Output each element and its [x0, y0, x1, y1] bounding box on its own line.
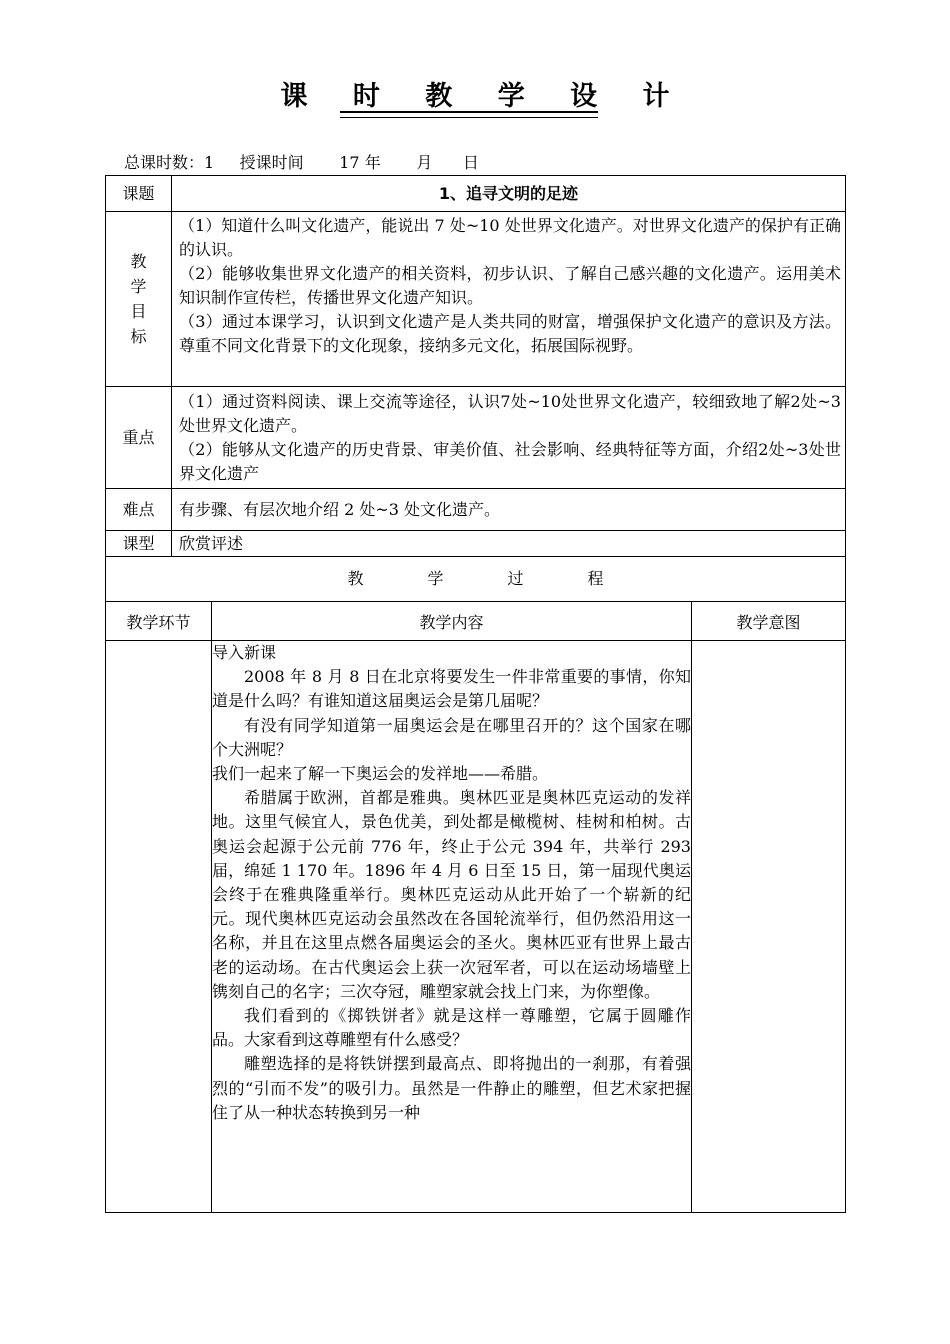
difficulty-label: 难点 — [106, 489, 172, 531]
page-title: 课 时 教 学 设 计 — [280, 81, 688, 112]
process-heading-char: 过 — [507, 569, 524, 588]
goals-label-char: 目 — [130, 302, 147, 321]
topic-label: 课题 — [106, 176, 172, 212]
content-paragraph: 我们看到的《掷铁饼者》就是这样一尊雕塑，它属于圆雕作品。大家看到这尊雕塑有什么感受？ — [212, 1006, 691, 1050]
meta-line — [124, 150, 479, 173]
process-heading-char: 学 — [427, 569, 444, 588]
key-label: 重点 — [106, 387, 172, 489]
content-paragraph: 我们一起来了解一下奥运会的发祥地——希腊。 — [212, 764, 549, 784]
col-stage: 教学环节 — [106, 602, 212, 641]
process-heading-char: 教 — [347, 569, 364, 588]
title-underline-thin — [340, 117, 598, 118]
col-intent: 教学意图 — [692, 602, 846, 641]
teaching-time-label: 授课时间 — [239, 153, 304, 172]
goals-label-char: 教 — [130, 252, 147, 271]
goal-item: （3）通过本课学习，认识到文化遗产是人类共同的财富，增强保护文化遗产的意识及方法。尊重不同文化背景下的文化现象，接纳多元文化，拓展国际视野。 — [179, 312, 841, 355]
content-paragraph: 有没有同学知道第一届奥运会是在哪里召开的？这个国家在哪个大洲呢？ — [212, 715, 691, 759]
type-row — [106, 531, 846, 557]
content-paragraph: 希腊属于欧洲，首都是雅典。奥林匹亚是奥林匹克运动的发祥地。这里气候宜人，景色优美，到处都是橄榄树、桂树和柏树。古奥运会起源于公元前 776 年，终止于公元 394 年，共举行 293 届，绵延 1 170 年。1896 年 4 月 6 日至 15 日，第一届现代奥运会终于在雅典隆重举行。奥林匹克运动从此开始了一个崭新的纪元。现代奥林匹克运动会虽然改在各国轮流举行，但仍然沿用这一名称，并且在这里点燃各届奥运会的圣火。奥林匹亚有世界上最古老的运动场。在古代奥运会上获一次冠军者，可以在运动场墙壁上镌刻自己的名字；三次夺冠，雕塑家就会找上门来，为你塑像。 — [212, 788, 691, 1001]
process-heading — [106, 557, 846, 602]
difficulty-value: 有步骤、有层次地介绍 2 处~3 处文化遗产。 — [172, 489, 846, 531]
key-row — [106, 387, 846, 489]
goal-item: （2）能够收集世界文化遗产的相关资料，初步认识、了解自己感兴趣的文化遗产。运用美术知识制作宣传栏，传播世界文化遗产知识。 — [179, 264, 841, 307]
goals-row — [106, 212, 846, 387]
total-hours: 总课时数：1 — [124, 153, 215, 172]
difficulty-row — [106, 489, 846, 531]
process-body-row — [106, 641, 846, 1213]
process-heading-char: 程 — [587, 569, 604, 588]
intro-heading: 导入新课 — [212, 643, 277, 662]
type-label: 课型 — [106, 531, 172, 557]
key-content — [172, 387, 846, 489]
goals-content — [172, 212, 846, 387]
topic-row — [106, 176, 846, 212]
process-header-row — [106, 602, 846, 641]
process-table — [105, 601, 846, 1213]
goal-item: （1）知道什么叫文化遗产，能说出 7 处~10 处世界文化遗产。对世界文化遗产的保护有正确的认识。 — [179, 216, 841, 259]
year-field: 17 年 — [339, 153, 381, 172]
content-cell — [212, 641, 692, 1213]
goals-label-char: 学 — [130, 277, 147, 296]
topic-value: 1、追寻文明的足迹 — [172, 176, 846, 212]
type-value: 欣赏评述 — [172, 531, 846, 557]
content-paragraph: 雕塑选择的是将铁饼摆到最高点、即将抛出的一刹那，有着强烈的“引而不发”的吸引力。虽然是一件静止的雕塑，但艺术家把握住了从一种状态转换到另一种 — [212, 1054, 691, 1122]
day-field: 日 — [462, 153, 479, 172]
key-item: （1）通过资料阅读、课上交流等途径，认识7处~10处世界文化遗产，较细致地了解2处~3处世界文化遗产。 — [179, 391, 841, 435]
goals-label — [106, 212, 172, 387]
key-item: （2）能够从文化遗产的历史背景、审美价值、社会影响、经典特征等方面，介绍2处~3处世界文化遗产 — [179, 439, 841, 483]
col-content: 教学内容 — [212, 602, 692, 641]
intent-cell — [692, 641, 846, 1213]
stage-cell — [106, 641, 212, 1213]
content-paragraph: 2008 年 8 月 8 日在北京将要发生一件非常重要的事情，你知道是什么吗？有谁知道这届奥运会是第几届呢？ — [212, 667, 691, 711]
title-underline — [340, 111, 598, 113]
month-field: 月 — [416, 153, 433, 172]
goals-label-char: 标 — [130, 327, 147, 346]
process-heading-row — [106, 557, 846, 602]
lesson-info-table — [105, 175, 846, 602]
